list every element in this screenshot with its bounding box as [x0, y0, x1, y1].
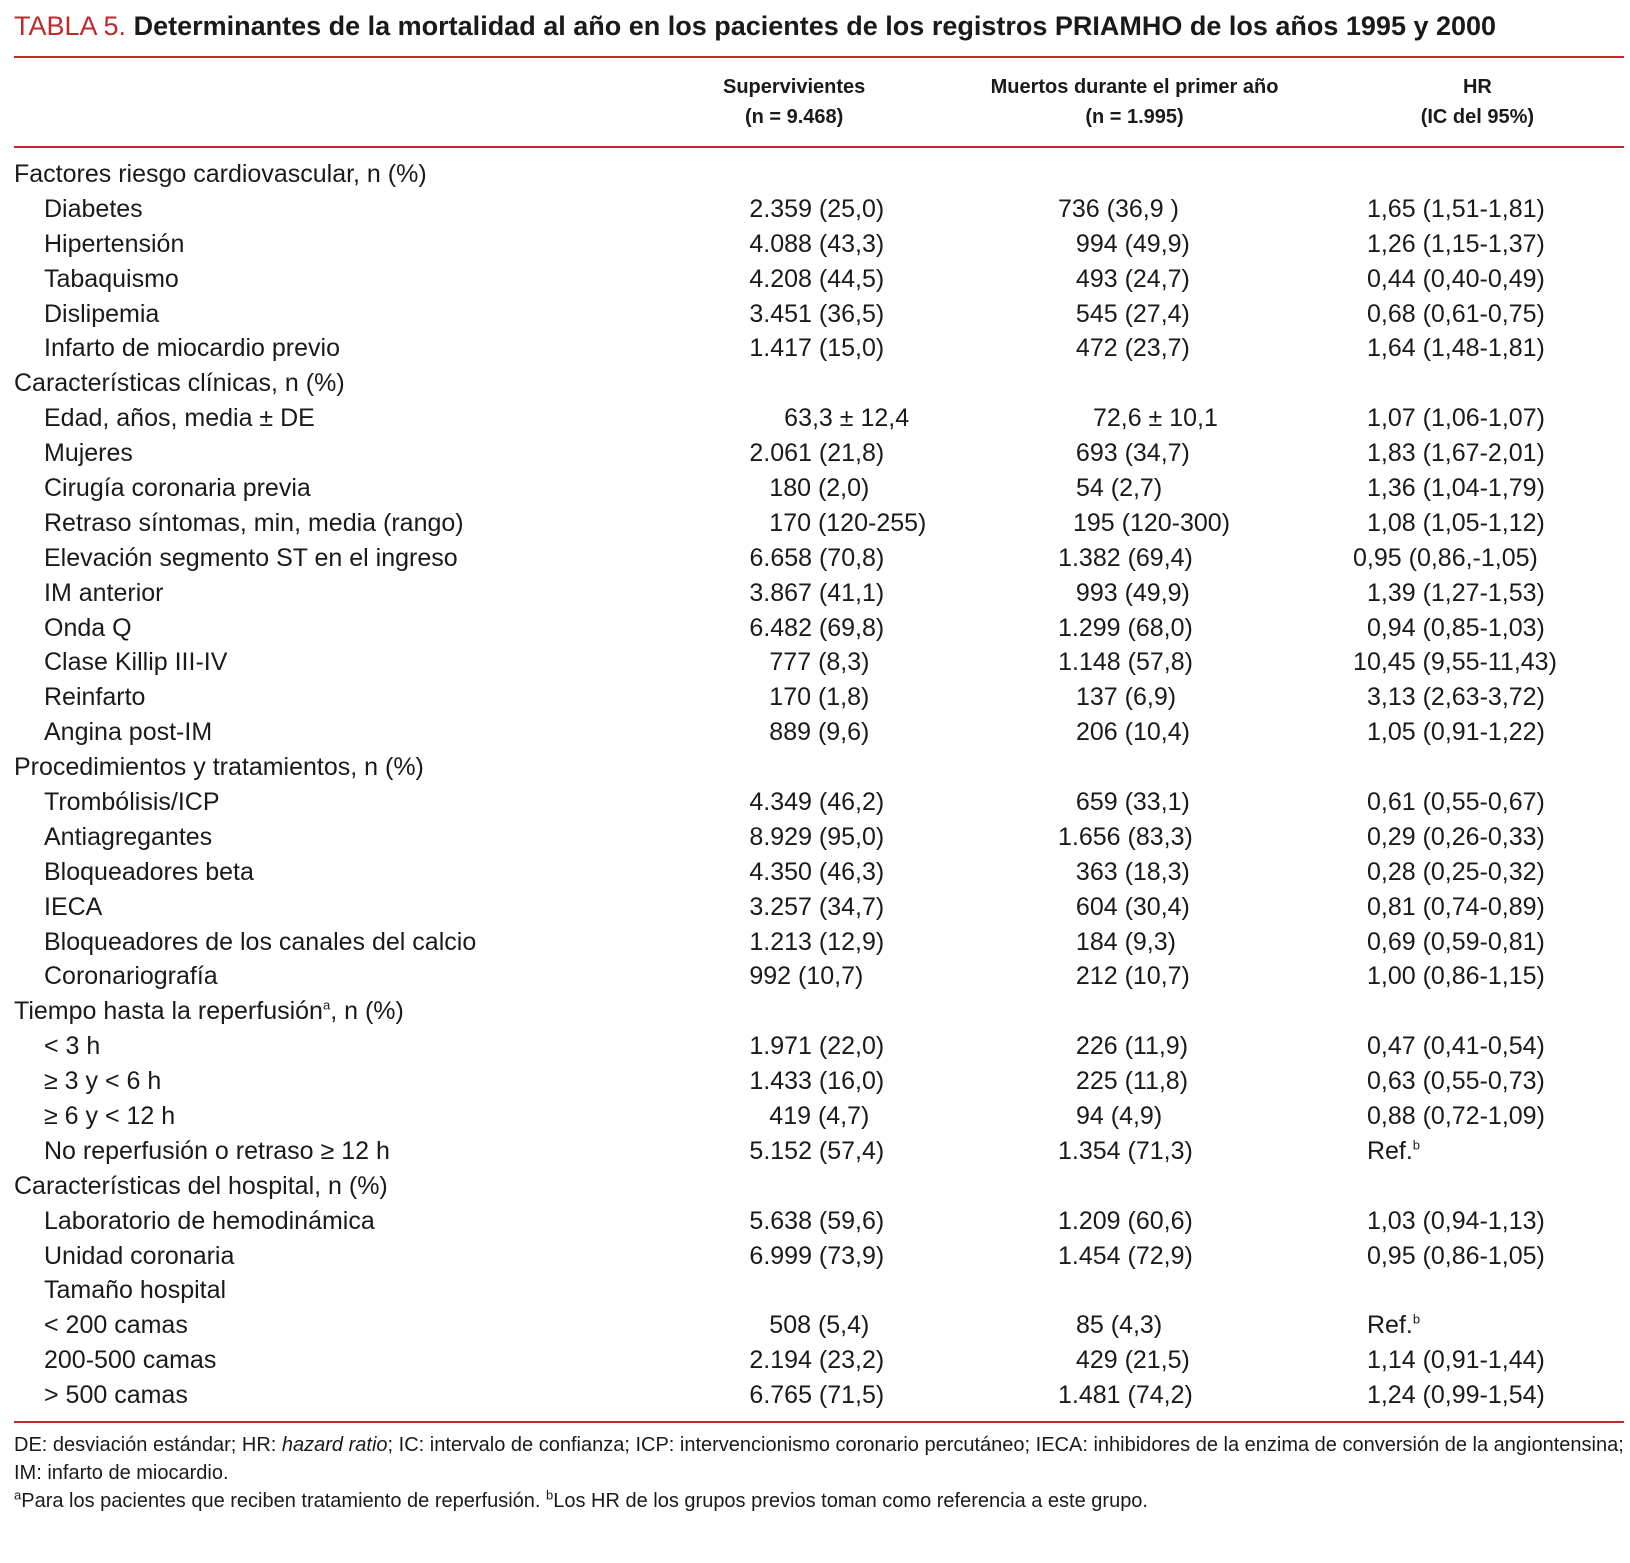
hr-cell: 1,26 (1,15-1,37): [1366, 229, 1545, 258]
survivors-cell: 992 (10,7): [749, 962, 864, 991]
table-row: [14, 1134, 1624, 1169]
row-label: Angina post-IM: [44, 718, 213, 747]
survivors-cell: 1.971 (22,0): [749, 1032, 885, 1061]
deceased-cell: 206 (10,4): [1075, 718, 1190, 747]
survivors-cell: 4.208 (44,5): [749, 264, 885, 293]
table-row: [14, 401, 1624, 436]
deceased-cell: 1.481 (74,2): [1058, 1381, 1193, 1410]
row-label: Laboratorio de hemodinámica: [44, 1206, 375, 1235]
survivors-cell: 180 (2,0): [769, 473, 870, 502]
table-row: [14, 1239, 1624, 1274]
row-label: Trombólisis/ICP: [44, 787, 220, 816]
section-header-row: [14, 994, 1624, 1029]
hr-cell: Ref.$^b$: [1366, 1136, 1421, 1165]
survivors-cell: 4.350 (46,3): [749, 857, 885, 886]
deceased-cell: 85 (4,3): [1075, 1311, 1163, 1340]
survivors-cell: 170 (1,8): [769, 683, 870, 712]
deceased-cell: 1.656 (83,3): [1058, 822, 1193, 851]
deceased-cell: 545 (27,4): [1075, 299, 1190, 328]
table-row: [14, 471, 1624, 506]
survivors-cell: 63,3 ± 12,4: [784, 404, 910, 433]
deceased-cell: 363 (18,3): [1075, 857, 1190, 886]
row-label: < 200 camas: [44, 1311, 188, 1340]
section-header-row: [14, 366, 1624, 401]
survivors-cell: 2.061 (21,8): [749, 439, 885, 468]
table-row: [14, 715, 1624, 750]
header-hr-title: HR: [1462, 76, 1492, 98]
row-label: ≥ 3 y < 6 h: [44, 1067, 162, 1096]
hr-cell: 1,36 (1,04-1,79): [1367, 473, 1545, 502]
header-survivors-title: Supervivientes: [723, 76, 866, 98]
hr-cell: 0,95 (0,86-1,05): [1366, 1241, 1545, 1270]
survivors-cell: 777 (8,3): [769, 648, 870, 677]
deceased-cell: 993 (49,9): [1075, 578, 1190, 607]
deceased-cell: 1.209 (60,6): [1058, 1206, 1193, 1235]
header-deceased: [938, 72, 1331, 132]
survivors-cell: 1.213 (12,9): [749, 927, 885, 956]
table-row: [14, 645, 1624, 680]
row-label: Unidad coronaria: [44, 1241, 235, 1270]
header-hr-ci: (IC del 95%): [1420, 106, 1535, 128]
column-header-row: [14, 58, 1624, 146]
survivors-cell: 419 (4,7): [769, 1101, 870, 1130]
table-row: [14, 820, 1624, 855]
deceased-cell: 212 (10,7): [1075, 962, 1190, 991]
row-label: Tamaño hospital: [44, 1276, 227, 1305]
table-body: [14, 148, 1624, 1421]
survivors-cell: 6.765 (71,5): [749, 1381, 885, 1410]
row-label: Características clínicas, n (%): [14, 369, 345, 398]
survivors-cell: 1.417 (15,0): [749, 334, 885, 363]
row-label: Coronariografía: [44, 962, 218, 991]
hr-cell: 1,39 (1,27-1,53): [1366, 578, 1545, 607]
hr-cell: 1,64 (1,48-1,81): [1366, 334, 1545, 363]
row-label: Bloqueadores de los canales del calcio: [44, 927, 477, 956]
survivors-cell: 5.638 (59,6): [749, 1206, 885, 1235]
table-row: [14, 959, 1624, 994]
deceased-cell: 1.299 (68,0): [1058, 613, 1193, 642]
deceased-cell: 72,6 ± 10,1: [1092, 404, 1218, 433]
survivors-cell: 8.929 (95,0): [749, 822, 885, 851]
bottom-rule: [14, 1421, 1624, 1423]
table-row: [14, 506, 1624, 541]
row-label: Edad, años, media ± DE: [44, 404, 315, 433]
deceased-cell: 659 (33,1): [1075, 787, 1190, 816]
header-deceased-title: Muertos durante el primer año: [990, 76, 1279, 98]
hr-cell: 1,24 (0,99-1,54): [1366, 1381, 1545, 1410]
survivors-cell: 2.359 (25,0): [749, 194, 885, 223]
table-row: [14, 541, 1624, 576]
row-label: No reperfusión o retraso ≥ 12 h: [44, 1136, 390, 1165]
deceased-cell: 225 (11,8): [1075, 1067, 1189, 1096]
hr-cell: 1,65 (1,51-1,81): [1366, 194, 1545, 223]
survivors-cell: 2.194 (23,2): [749, 1346, 885, 1375]
hr-cell: 10,45 (9,55-11,43): [1353, 648, 1557, 677]
hr-cell: 3,13 (2,63-3,72): [1367, 683, 1545, 712]
survivors-cell: 3.867 (41,1): [749, 578, 885, 607]
row-label: Bloqueadores beta: [44, 857, 254, 886]
table-row: [14, 925, 1624, 960]
row-label: Reinfarto: [44, 683, 146, 712]
hr-cell: 1,14 (0,91-1,44): [1366, 1346, 1545, 1375]
table-row: [14, 227, 1624, 262]
survivors-cell: 6.482 (69,8): [749, 613, 885, 642]
hr-cell: 0,61 (0,55-0,67): [1366, 787, 1545, 816]
hr-cell: 0,44 (0,40-0,49): [1366, 264, 1545, 293]
table-row: [14, 1204, 1624, 1239]
section-header-row: [14, 1169, 1624, 1204]
deceased-cell: 1.148 (57,8): [1058, 648, 1193, 677]
deceased-cell: 736 (36,9 ): [1058, 194, 1179, 223]
hr-cell: 0,29 (0,26-0,33): [1366, 822, 1545, 851]
table-row: [14, 331, 1624, 366]
survivors-cell: 4.349 (46,2): [749, 787, 885, 816]
table-row: [14, 785, 1624, 820]
hr-cell: 0,94 (0,85-1,03): [1366, 613, 1545, 642]
row-label: IM anterior: [44, 578, 164, 607]
table-number: TABLA 5.: [14, 11, 127, 41]
hr-cell: 0,68 (0,61-0,75): [1366, 299, 1545, 328]
row-label: 200-500 camas: [44, 1346, 217, 1375]
table-row: [14, 890, 1624, 925]
header-deceased-n: (n = 1.995): [1085, 106, 1184, 128]
hr-cell: 0,47 (0,41-0,54): [1366, 1032, 1545, 1061]
survivors-cell: 4.088 (43,3): [749, 229, 885, 258]
table-row: [14, 1378, 1624, 1413]
section-header-row: [14, 157, 1624, 192]
table-row: [14, 576, 1624, 611]
row-label: > 500 camas: [44, 1381, 188, 1410]
table-row: [14, 436, 1624, 471]
superscript-notes: $^a$Para los pacientes que reciben tratamiento de reperfusión. $^b$Los HR de los grupos previos toman como referencia a este grupo.: [14, 1487, 1148, 1513]
survivors-cell: 889 (9,6): [769, 718, 870, 747]
deceased-cell: 429 (21,5): [1075, 1346, 1190, 1375]
section-header-row: [14, 750, 1624, 785]
row-label: < 3 h: [44, 1032, 101, 1061]
table-row: [14, 297, 1624, 332]
survivors-cell: 508 (5,4): [769, 1311, 870, 1340]
table-footnotes: [14, 1431, 1624, 1515]
deceased-cell: 94 (4,9): [1075, 1101, 1163, 1130]
hr-cell: 1,08 (1,05-1,12): [1366, 508, 1545, 537]
deceased-cell: 195 (120-300): [1072, 508, 1231, 537]
row-label: Tiempo hasta la reperfusión$^a$, n (%): [14, 997, 404, 1026]
header-survivors: [650, 72, 938, 132]
row-label: Dislipemia: [44, 299, 160, 328]
deceased-cell: 693 (34,7): [1075, 439, 1190, 468]
hr-cell: 0,81 (0,74-0,89): [1366, 892, 1545, 921]
row-label: Retraso síntomas, min, media (rango): [44, 508, 464, 537]
hr-cell: 1,03 (0,94-1,13): [1366, 1206, 1545, 1235]
row-label: Elevación segmento ST en el ingreso: [44, 543, 458, 572]
survivors-cell: 6.999 (73,9): [749, 1241, 885, 1270]
row-label: ≥ 6 y < 12 h: [44, 1101, 176, 1130]
hr-cell: 1,05 (0,91-1,22): [1367, 718, 1545, 747]
row-label: Factores riesgo cardiovascular, n (%): [14, 159, 427, 188]
hr-cell: 0,88 (0,72-1,09): [1367, 1101, 1545, 1130]
row-label: Infarto de miocardio previo: [44, 334, 340, 363]
row-label: Antiagregantes: [44, 822, 213, 851]
row-label: Características del hospital, n (%): [14, 1171, 388, 1200]
table-row: [14, 1343, 1624, 1378]
table-row: [14, 1274, 1624, 1309]
abbreviations-note: DE: desviación estándar; HR: hazard ratio; IC: intervalo de confianza; ICP: intervencionismo coronario percutáneo; IECA: inhibidores de la enzima de conversión de la angiontensina; IM: infarto de miocardio.: [14, 1434, 1624, 1485]
hr-cell: 1,00 (0,86-1,15): [1366, 962, 1545, 991]
deceased-cell: 137 (6,9): [1075, 683, 1177, 712]
row-label: Cirugía coronaria previa: [44, 473, 311, 502]
survivors-cell: 5.152 (57,4): [749, 1136, 885, 1165]
table-row: [14, 1064, 1624, 1099]
hr-cell: 0,95 (0,86,-1,05): [1353, 543, 1538, 572]
survivors-cell: 1.433 (16,0): [749, 1067, 885, 1096]
hr-cell: 0,63 (0,55-0,73): [1366, 1067, 1545, 1096]
deceased-cell: 604 (30,4): [1075, 892, 1190, 921]
row-label: Hipertensión: [44, 229, 185, 258]
survivors-cell: 3.257 (34,7): [749, 892, 885, 921]
deceased-cell: 493 (24,7): [1075, 264, 1190, 293]
table-row: [14, 1099, 1624, 1134]
row-label: Tabaquismo: [44, 264, 179, 293]
deceased-cell: 226 (11,9): [1075, 1032, 1189, 1061]
header-survivors-n: (n = 9.468): [744, 106, 844, 128]
deceased-cell: 1.454 (72,9): [1058, 1241, 1193, 1270]
survivors-cell: 6.658 (70,8): [749, 543, 885, 572]
row-label: Diabetes: [44, 194, 143, 223]
deceased-cell: 184 (9,3): [1075, 927, 1176, 956]
deceased-cell: 1.382 (69,4): [1058, 543, 1193, 572]
deceased-cell: 994 (49,9): [1075, 229, 1190, 258]
table-row: [14, 1029, 1624, 1064]
table-title: [14, 6, 1624, 46]
table-row: [14, 1308, 1624, 1343]
deceased-cell: 54 (2,7): [1075, 473, 1163, 502]
row-label: Clase Killip III-IV: [44, 648, 228, 677]
hr-cell: 0,69 (0,59-0,81): [1366, 927, 1545, 956]
header-hr: [1331, 72, 1624, 132]
row-label: IECA: [44, 892, 103, 921]
table-row: [14, 262, 1624, 297]
table-caption: Determinantes de la mortalidad al año en los pacientes de los registros PRIAMHO de los años 1995 y 2000: [133, 11, 1497, 41]
table-row: [14, 680, 1624, 715]
hr-cell: 1,83 (1,67-2,01): [1366, 439, 1545, 468]
survivors-cell: 170 (120-255): [769, 508, 927, 537]
deceased-cell: 1.354 (71,3): [1058, 1136, 1193, 1165]
hr-cell: 1,07 (1,06-1,07): [1367, 404, 1545, 433]
table-row: [14, 192, 1624, 227]
row-label: Onda Q: [44, 613, 132, 642]
row-label: Procedimientos y tratamientos, n (%): [14, 753, 424, 782]
deceased-cell: 472 (23,7): [1075, 334, 1190, 363]
survivors-cell: 3.451 (36,5): [749, 299, 885, 328]
table-row: [14, 855, 1624, 890]
table-page: [14, 0, 1624, 1515]
hr-cell: Ref.$^b$: [1367, 1311, 1421, 1340]
table-row: [14, 611, 1624, 646]
hr-cell: 0,28 (0,25-0,32): [1366, 857, 1545, 886]
row-label: Mujeres: [44, 439, 133, 468]
